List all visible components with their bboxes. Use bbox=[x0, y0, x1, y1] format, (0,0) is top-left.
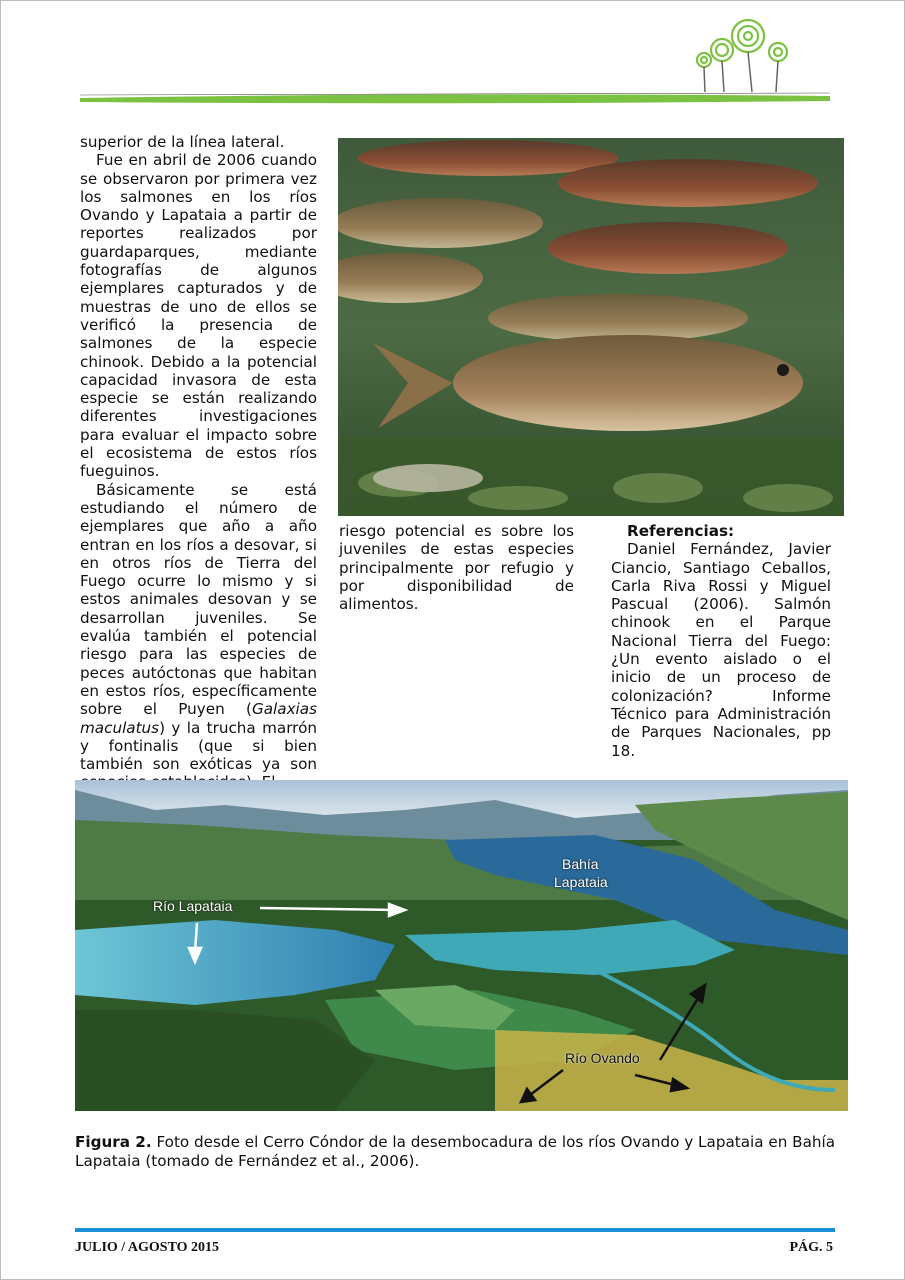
salmon-photo bbox=[338, 138, 844, 516]
paragraph: Básicamente se está estudiando el número de ejemplares que año a año entran en los ríos a desovar, si en otros ríos de Tierra del Fuego ocurre lo mismo y si estos animales desovan y se desarrollan juveniles. Se evalúa también el potencial riesgo para las especies de peces autóctonas que habitan en estos ríos, específicamente sobre el Puyen (Galaxias maculatus) y la trucha marrón y fontinalis (que si bien también son exóticas ya son bbox=[80, 480, 317, 774]
references-section bbox=[611, 522, 831, 760]
map-label-rio-lapataia: Río Lapataia bbox=[153, 898, 233, 914]
paragraph: riesgo potencial es sobre los juveniles de estas especies principalmente por refugio y por disponibilidad de alimentos. bbox=[339, 522, 574, 614]
text-column-2 bbox=[339, 522, 574, 613]
map-label-bahia-line1: Bahía bbox=[562, 856, 599, 872]
aerial-landscape bbox=[75, 780, 848, 1111]
paragraph: superior de la línea lateral. bbox=[80, 133, 285, 151]
text-column-1 bbox=[80, 133, 317, 792]
figure-caption bbox=[75, 1133, 850, 1171]
footer-rule bbox=[75, 1228, 835, 1232]
figure-label: Figura 2. bbox=[75, 1133, 152, 1151]
figure-caption-text: Foto desde el Cerro Cóndor de la desembocadura de los ríos Ovando y Lapataia en Bahía Lapataia (tomado de Fernández et al., 2006). bbox=[75, 1133, 836, 1170]
aerial-photo bbox=[75, 780, 848, 1111]
references-title: Referencias: bbox=[627, 522, 735, 540]
footer-issue: JULIO / AGOSTO 2015 bbox=[75, 1240, 220, 1255]
map-label-bahia-line2: Lapataia bbox=[554, 874, 608, 890]
species-name: Galaxias maculatus bbox=[80, 700, 317, 737]
footer-page-number: PÁG. 5 bbox=[789, 1240, 833, 1255]
reference-text: Daniel Fernández, Javier Ciancio, Santiago Ceballos, Carla Riva Rossi y Miguel Pascual (2006). Salmón chinook en el Parque Nacional Tierra del Fuego: ¿Un evento aislado o el inicio de un proceso de colonización? Informe Técnico para Administración de Parques Nacionales, pp 18. bbox=[611, 540, 831, 760]
map-label-rio-ovando: Río Ovando bbox=[565, 1050, 640, 1066]
spiral-trees-logo bbox=[690, 14, 800, 94]
paragraph: Fue en abril de 2006 cuando se observaron por primera vez los salmones en los ríos Ovando y Lapataia a partir de reportes realizados por guardaparques, mediante fotografías de algunos ejemplares capturados y de muestras de uno de ellos se verificó la presencia de salmones de la especie chinook. Debido a la potencial capacidad invasora de esta especie se están realizando diferentes investigaciones para evaluar el impacto sobre el ecosistema de estos ríos fueguinos. bbox=[80, 151, 317, 481]
